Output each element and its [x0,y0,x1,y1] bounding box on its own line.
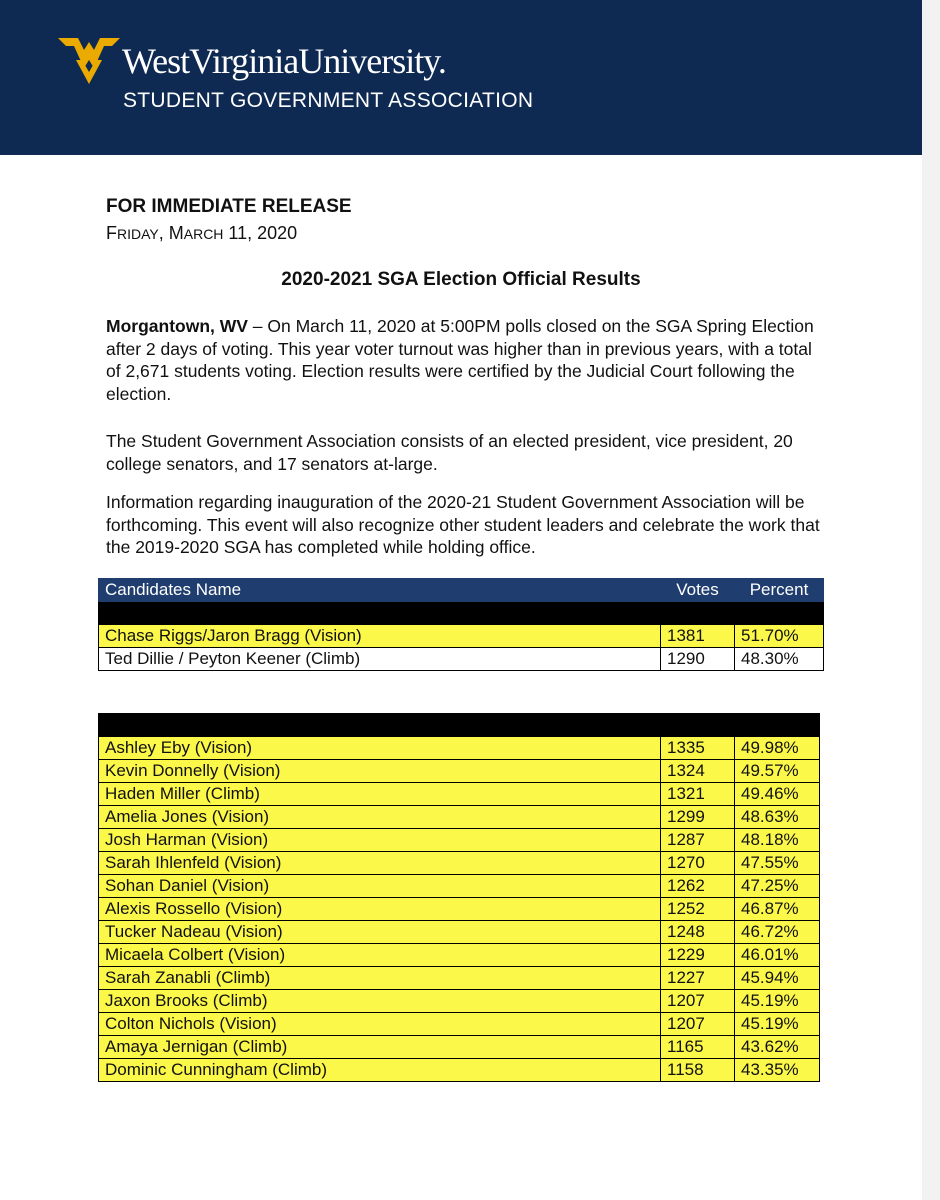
vote-percent: 45.19% [735,990,820,1013]
table-row [99,1013,820,1036]
association-name: STUDENT GOVERNMENT ASSOCIATION [123,89,534,112]
table-row [99,737,820,760]
vote-percent: 48.18% [735,829,820,852]
table-row [99,829,820,852]
vote-count: 1299 [661,806,735,829]
candidate-name: Amaya Jernigan (Climb) [99,1036,661,1059]
candidate-name: Haden Miller (Climb) [99,783,661,806]
vote-percent: 46.87% [735,898,820,921]
candidate-name: Sarah Zanabli (Climb) [99,967,661,990]
table-row [99,1059,820,1082]
candidate-name: Micaela Colbert (Vision) [99,944,661,967]
vote-count: 1158 [661,1059,735,1082]
paragraph-intro: Morgantown, WV – On March 11, 2020 at 5:00PM polls closed on the SGA Spring Election after 2 days of voting. This year voter turnout was higher than in previous years, with a total of 2,671 students voting. Election results were certified by the Judicial Court following the election. [106,316,814,404]
vote-percent: 47.55% [735,852,820,875]
vote-count: 1287 [661,829,735,852]
table-row [99,783,820,806]
vote-percent: 48.30% [735,648,824,671]
vote-percent: 49.57% [735,760,820,783]
vote-count: 1321 [661,783,735,806]
header-name: Candidates Name [99,579,661,602]
candidate-name: Ted Dillie / Peyton Keener (Climb) [99,648,661,671]
vote-count: 1290 [661,648,735,671]
vote-percent: 48.63% [735,806,820,829]
paragraph-inauguration: Information regarding inauguration of the 2020-21 Student Government Association will be forthcoming. This event will also recognize other student leaders and celebrate the work that the 2019-2020 SGA has completed while holding office. [106,492,820,557]
vote-count: 1381 [661,625,735,648]
table-row [99,898,820,921]
vote-count: 1227 [661,967,735,990]
table-row [99,852,820,875]
header-percent: Percent [735,579,824,602]
candidate-name: Tucker Nadeau (Vision) [99,921,661,944]
document-title: 2020-2021 SGA Election Official Results [281,269,641,290]
page-edge [922,0,940,1200]
vote-count: 1252 [661,898,735,921]
vote-count: 1262 [661,875,735,898]
candidate-name: Jaxon Brooks (Climb) [99,990,661,1013]
header-votes: Votes [661,579,735,602]
vote-percent: 46.72% [735,921,820,944]
candidate-name: Colton Nichols (Vision) [99,1013,661,1036]
table-row [99,760,820,783]
senator-results-table [98,713,820,1082]
section-divider-row [99,714,820,737]
table-row [99,648,824,671]
paragraph-composition: The Student Government Association consists of an elected president, vice president, 20 college senators, and 17 senators at-large. [106,431,793,474]
vote-percent: 45.19% [735,1013,820,1036]
section-divider-row [99,602,824,625]
dateline: Morgantown, WV [106,316,248,336]
candidate-name: Josh Harman (Vision) [99,829,661,852]
release-label: FOR IMMEDIATE RELEASE [106,196,352,217]
vote-percent: 51.70% [735,625,824,648]
vote-percent: 47.25% [735,875,820,898]
table-row [99,806,820,829]
candidate-name: Ashley Eby (Vision) [99,737,661,760]
table-row [99,944,820,967]
flying-wv-logo-icon [58,38,120,84]
vote-count: 1207 [661,990,735,1013]
candidate-name: Amelia Jones (Vision) [99,806,661,829]
vote-count: 1165 [661,1036,735,1059]
candidate-name: Kevin Donnelly (Vision) [99,760,661,783]
candidate-name: Dominic Cunningham (Climb) [99,1059,661,1082]
table-row [99,625,824,648]
vote-percent: 49.98% [735,737,820,760]
vote-count: 1335 [661,737,735,760]
vote-percent: 46.01% [735,944,820,967]
vote-percent: 43.62% [735,1036,820,1059]
letterhead-banner [0,0,922,155]
vote-percent: 43.35% [735,1059,820,1082]
vote-count: 1324 [661,760,735,783]
vote-percent: 49.46% [735,783,820,806]
release-date: FRIDAY, MARCH 11, 2020 [106,223,298,243]
candidate-name: Sohan Daniel (Vision) [99,875,661,898]
candidate-name: Chase Riggs/Jaron Bragg (Vision) [99,625,661,648]
table-row [99,875,820,898]
university-name: WestVirginiaUniversity. [122,41,446,81]
vote-count: 1248 [661,921,735,944]
table-row [99,921,820,944]
table-row [99,1036,820,1059]
table-header-row [99,579,824,602]
executive-results-table [98,578,824,671]
vote-count: 1270 [661,852,735,875]
candidate-name: Sarah Ihlenfeld (Vision) [99,852,661,875]
vote-count: 1207 [661,1013,735,1036]
vote-percent: 45.94% [735,967,820,990]
candidate-name: Alexis Rossello (Vision) [99,898,661,921]
table-row [99,967,820,990]
table-row [99,990,820,1013]
vote-count: 1229 [661,944,735,967]
